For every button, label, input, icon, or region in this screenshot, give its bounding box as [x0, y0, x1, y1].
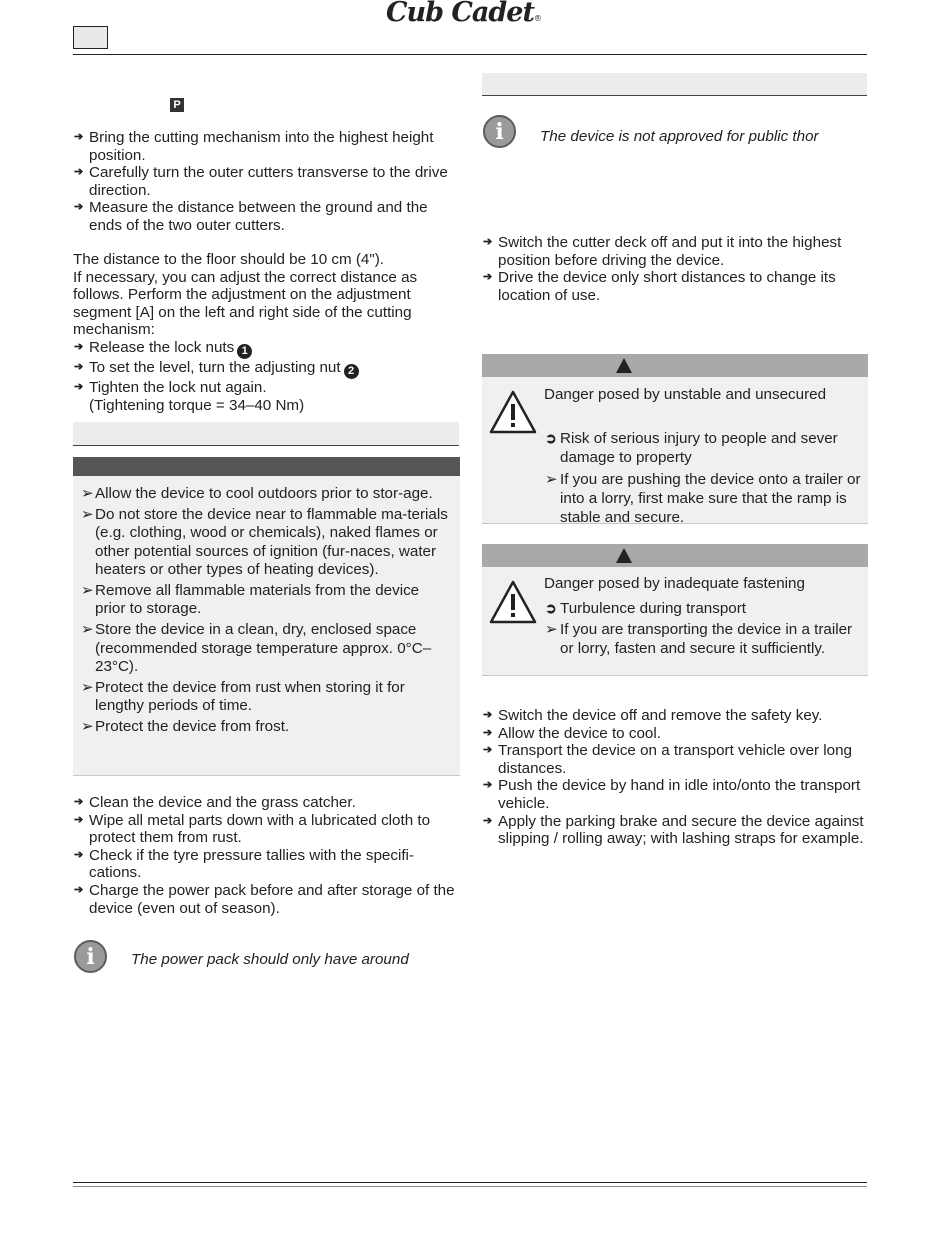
step-item: ➔ Release the lock nuts 1 — [73, 339, 463, 359]
section-heading-bar — [482, 73, 867, 96]
list-item: ➢ Protect the device from frost. — [81, 718, 290, 736]
parking-symbol: P — [170, 95, 184, 113]
step-item: ➔ Drive the device only short distances to change its location of use. — [483, 269, 836, 304]
step-item: ➔ To set the level, turn the adjusting nut 2 — [73, 359, 463, 379]
warning-title: Danger posed by inadequate fastening — [544, 575, 805, 592]
warning-small-icon — [615, 547, 633, 564]
info-note: The power pack should only have around — [131, 951, 409, 968]
warning-action: ➢ If you are pushing the device onto a trailer or into a lorry, first make sure that the ramp is stable and secure. — [545, 470, 861, 526]
list-item: ➢ Protect the device from rust when storing it for lengthy periods of time. — [81, 679, 405, 715]
step-item: ➔ Switch the device off and remove the safety key. — [483, 707, 823, 724]
callout-number: 2 — [344, 364, 359, 379]
info-icon: i — [74, 940, 107, 973]
step-item: ➔ Apply the parking brake and secure the device against slipping / rolling away; with lashing straps for example. — [483, 812, 864, 848]
list-item: ➢ Store the device in a clean, dry, enclosed space (recommended storage temperature approx. 0°C–23°C). — [81, 621, 432, 675]
step-item: ➔ Clean the device and the grass catcher. — [74, 794, 356, 811]
storage-header-bar — [73, 457, 460, 476]
list-item: ➢ Do not store the device near to flammable ma-terials (e.g. clothing, wood or chemicals), naked flames or other potential sources of ignition (fur-naces, water heaters or other types of heating devices). — [81, 506, 448, 578]
section-heading-bar — [73, 422, 459, 446]
step-item: ➔ Switch the cutter deck off and put it into the highest position before driving the device. — [483, 234, 842, 269]
warning-small-icon — [615, 357, 633, 374]
nut-steps — [73, 339, 463, 414]
header-rule — [73, 54, 867, 55]
footer-rule-secondary — [73, 1186, 867, 1187]
storage-steps — [73, 794, 463, 917]
footer-rule — [73, 1182, 867, 1183]
warning1-text — [544, 386, 866, 527]
warning-consequence: ➲ Risk of serious injury to people and sever damage to property — [545, 429, 838, 466]
step-item: ➔ Push the device by hand in idle into/onto the transport vehicle. — [483, 777, 861, 812]
warning-icon — [488, 389, 538, 435]
info-note: The device is not approved for public thor — [540, 128, 819, 145]
step-item: ➔ Check if the tyre pressure tallies with the specifi-cations. — [74, 846, 414, 882]
para-line: If necessary, you can adjust the correct distance as follows. Perform the adjustment on the adjustment segment [A] on the left and right side of the cutting mechanism: — [73, 268, 418, 339]
warning-header-bar — [482, 544, 868, 567]
step-item: ➔ Tighten the lock nut again. (Tightening torque = 34–40 Nm) — [74, 379, 305, 414]
step-item: ➔ Allow the device to cool. — [483, 724, 661, 742]
step-item: ➔ Measure the distance between the ground and the ends of the two outer cutters. — [74, 199, 428, 234]
warning-action: ➢ If you are transporting the device in a trailer or lorry, fasten and secure it sufficiently. — [545, 620, 853, 657]
drive-steps — [482, 234, 872, 304]
distance-paragraph — [73, 251, 463, 339]
brand-logo: Cub Cadet® — [386, 0, 541, 28]
warning-icon — [488, 579, 538, 625]
step-item: ➔ Charge the power pack before and after storage of the device (even out of season). — [74, 881, 455, 917]
step-item: ➔ Bring the cutting mechanism into the highest height position. — [74, 129, 434, 164]
warning2-text — [544, 575, 866, 658]
para-line: The distance to the floor should be 10 cm (4"). — [73, 251, 384, 268]
warning-consequence: ➲ Turbulence during transport — [545, 599, 747, 617]
step-item: ➔ Wipe all metal parts down with a lubricated cloth to protect them from rust. — [74, 811, 431, 847]
adjust-steps — [73, 129, 463, 235]
step-item: ➔ Transport the device on a transport vehicle over long distances. — [483, 742, 853, 777]
transport-steps — [482, 707, 872, 848]
warning-header-bar — [482, 354, 868, 377]
list-item: ➢ Remove all flammable materials from the device prior to storage. — [81, 582, 420, 618]
list-item: ➢ Allow the device to cool outdoors prior to stor-age. — [81, 485, 433, 502]
callout-number: 1 — [237, 344, 252, 359]
info-icon: i — [483, 115, 516, 148]
warning-title: Danger posed by unstable and unsecured — [544, 386, 827, 403]
step-item: ➔ Carefully turn the outer cutters transverse to the drive direction. — [74, 164, 448, 199]
page-number-box — [73, 26, 108, 49]
storage-list — [75, 485, 453, 737]
